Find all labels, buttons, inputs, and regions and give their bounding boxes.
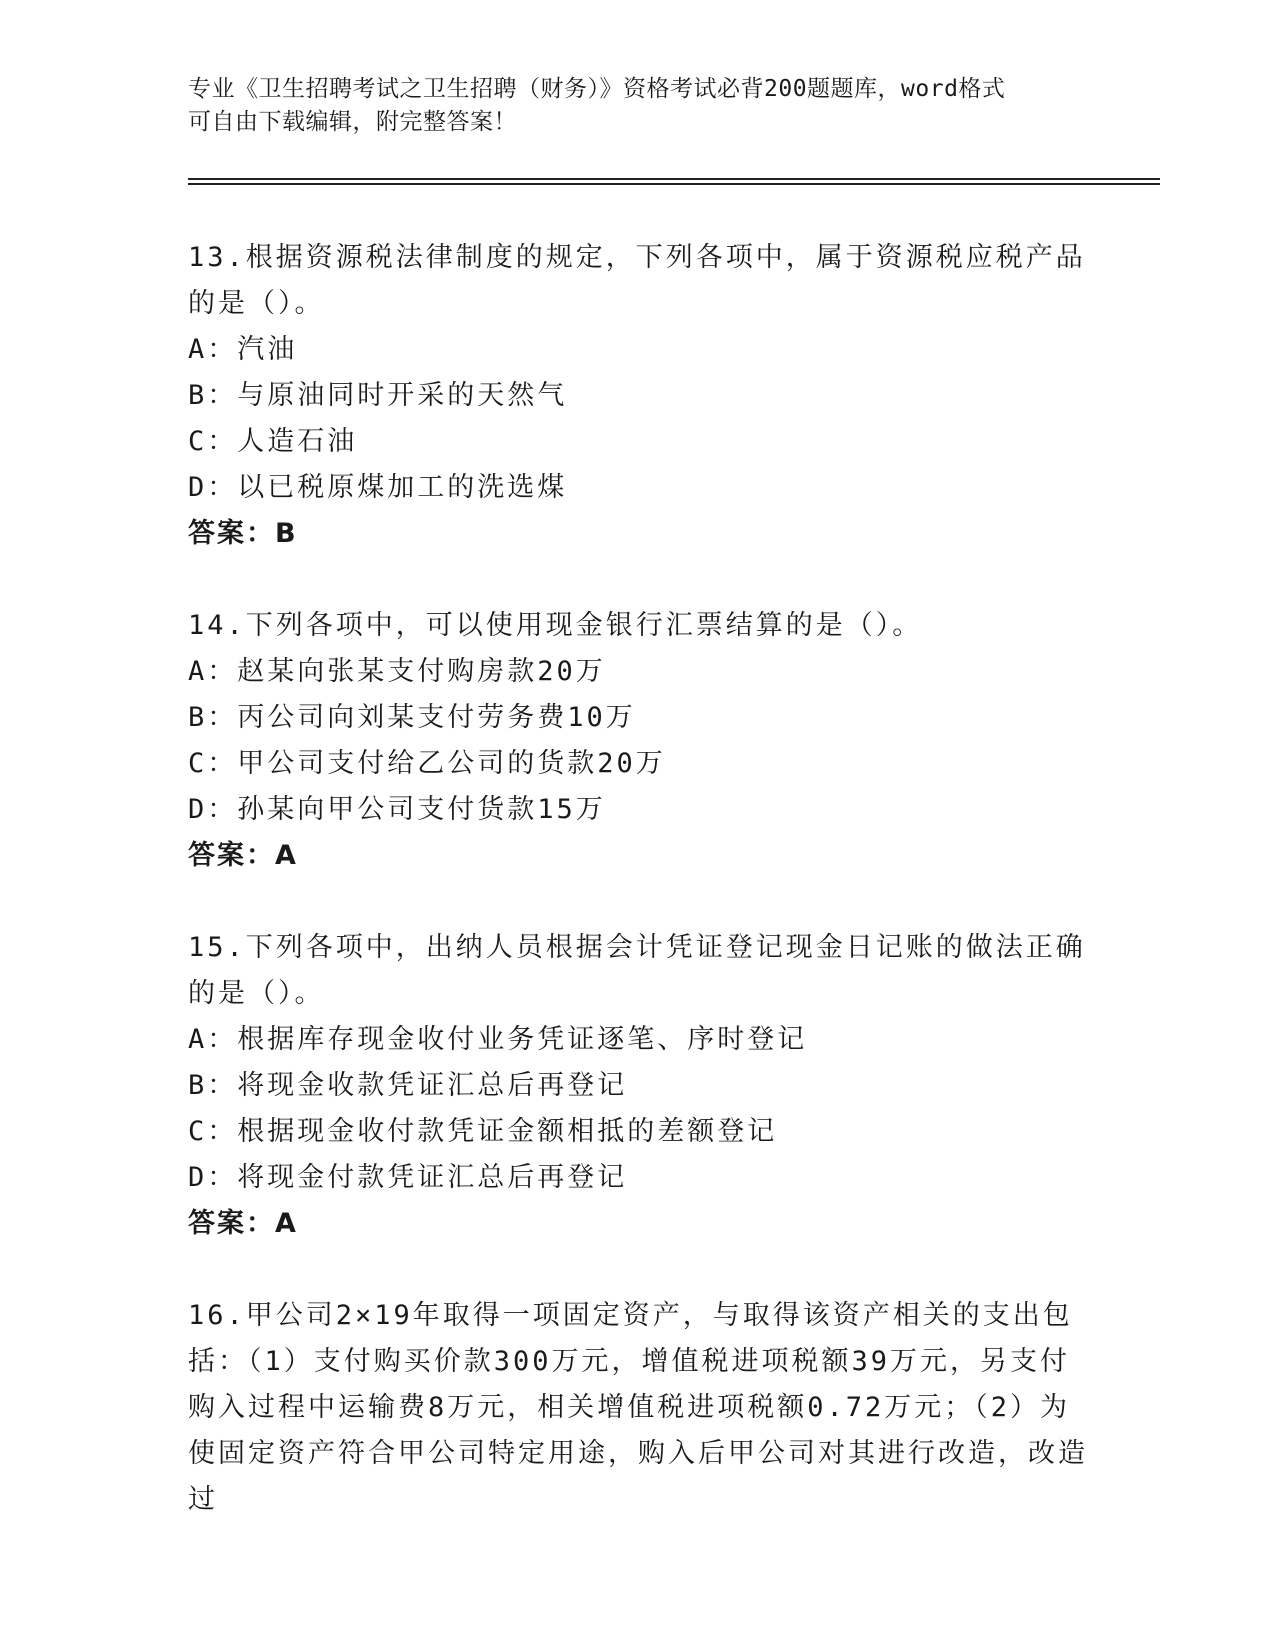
header-divider-bottom	[188, 183, 1160, 185]
option-c: C：甲公司支付给乙公司的货款20万	[188, 748, 666, 779]
question-16	[188, 1293, 1093, 1523]
question-14	[188, 603, 1093, 879]
option-c: C：根据现金收付款凭证金额相抵的差额登记	[188, 1116, 778, 1147]
question-stem: 13.根据资源税法律制度的规定，下列各项中，属于资源税应税产品的是（）。	[188, 242, 1086, 319]
question-list	[188, 235, 1093, 1569]
header-divider-top	[188, 178, 1160, 180]
answer-label: 答案：A	[188, 1208, 298, 1239]
document-header	[188, 73, 1088, 139]
option-d: D：孙某向甲公司支付货款15万	[188, 794, 606, 825]
question-13	[188, 235, 1093, 557]
answer-label: 答案：A	[188, 840, 298, 871]
answer-label: 答案：B	[188, 518, 298, 549]
option-b: B：将现金收款凭证汇总后再登记	[188, 1070, 628, 1101]
option-b: B：与原油同时开采的天然气	[188, 380, 568, 411]
question-stem: 14.下列各项中，可以使用现金银行汇票结算的是（）。	[188, 610, 923, 641]
option-c: C：人造石油	[188, 426, 358, 457]
question-15	[188, 925, 1093, 1247]
header-title-line-2: 可自由下载编辑，附完整答案！	[188, 109, 517, 135]
option-d: D：以已税原煤加工的洗选煤	[188, 472, 568, 503]
option-d: D：将现金付款凭证汇总后再登记	[188, 1162, 628, 1193]
option-a: A：汽油	[188, 334, 298, 365]
option-a: A：赵某向张某支付购房款20万	[188, 656, 606, 687]
option-b: B：丙公司向刘某支付劳务费10万	[188, 702, 636, 733]
question-stem: 16.甲公司2×19年取得一项固定资产，与取得该资产相关的支出包括：（1）支付购买价款300万元，增值税进项税额39万元，另支付购入过程中运输费8万元，相关增值税进项税额0.72万元；（2）为使固定资产符合甲公司特定用途，购入后甲公司对其进行改造，改造过	[188, 1300, 1088, 1515]
question-stem: 15.下列各项中，出纳人员根据会计凭证登记现金日记账的做法正确的是（）。	[188, 932, 1086, 1009]
option-a: A：根据库存现金收付业务凭证逐笔、序时登记	[188, 1024, 808, 1055]
header-title-line-1: 专业《卫生招聘考试之卫生招聘（财务）》资格考试必背200题题库，word格式	[188, 76, 1006, 102]
